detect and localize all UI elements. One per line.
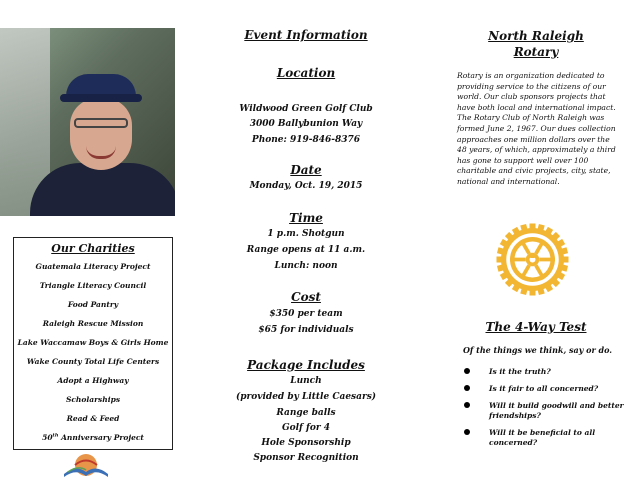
member-photo xyxy=(0,28,175,216)
rotary-wheel-icon xyxy=(495,222,570,297)
venue-text: Wildwood Green Golf Club xyxy=(239,104,373,114)
fourway-item xyxy=(459,428,624,448)
book-globe-icon xyxy=(58,452,114,480)
charity-item: Wake County Total Life Centers xyxy=(26,357,160,366)
fourway-item xyxy=(459,367,624,377)
package-line: Sponsor Recognition xyxy=(253,453,359,463)
fourway-item xyxy=(459,384,624,394)
face-shape xyxy=(70,98,132,170)
package-line: Golf for 4 xyxy=(281,423,331,433)
bullet-icon xyxy=(464,429,470,435)
time-line: Range opens at 11 a.m. xyxy=(246,245,366,255)
date-heading: Date xyxy=(290,163,322,177)
charity-item: Scholarships xyxy=(65,395,121,404)
time-line: Lunch: noon xyxy=(274,261,338,271)
charity-item-anniversary xyxy=(14,428,172,447)
location-heading: Location xyxy=(276,66,336,80)
fourway-item-text: Is it the truth? xyxy=(489,367,551,376)
cost-line: $65 for individuals xyxy=(258,325,354,335)
shirt-shape xyxy=(30,163,175,216)
cost-line: $350 per team xyxy=(269,309,343,319)
glasses-shape xyxy=(74,118,128,128)
package-heading: Package Includes xyxy=(247,358,365,372)
anniversary-text: Anniversary Project xyxy=(58,433,144,442)
rotary-description: Rotary is an organization dedicated to providing service to the citizens of our world. Our club sponsors projects that have both local and international impact. The Rotary Club of North Raleigh was formed June 2, 1967. Our dues collection approaches one million dollars over the 48 years, of which, approximately a third has gone to support well over 100 charitable and civic projects, city, state, national and international. xyxy=(457,71,616,186)
package-line: Hole Sponsorship xyxy=(261,438,351,448)
bullet-icon xyxy=(464,402,470,408)
bullet-icon xyxy=(464,368,470,374)
anniversary-ordinal: th xyxy=(52,432,59,439)
rotary-title-line2: Rotary xyxy=(513,45,559,59)
fourway-item xyxy=(459,401,624,421)
charity-item: Read & Feed xyxy=(66,414,120,423)
fourway-title: The 4-Way Test xyxy=(485,320,587,334)
package-line: (provided by Little Caesars) xyxy=(235,392,377,402)
bullet-icon xyxy=(464,385,470,391)
fourway-intro: Of the things we think, say or do. xyxy=(462,345,613,355)
cost-heading: Cost xyxy=(291,290,321,304)
fourway-list xyxy=(459,367,624,455)
anniversary-number: 50 xyxy=(42,433,53,442)
charity-item: Adopt a Highway xyxy=(57,376,129,385)
charities-list xyxy=(14,257,172,447)
address-text: 3000 Ballybunion Way xyxy=(249,119,363,129)
charity-item: Lake Waccamaw Boys & Girls Home xyxy=(17,338,169,347)
rotary-title-line1: North Raleigh xyxy=(488,29,584,43)
charities-box xyxy=(13,237,173,450)
cap-brim-shape xyxy=(60,94,142,102)
fourway-item-text: Will it build goodwill and better friendships? xyxy=(489,401,624,420)
charities-title: Our Charities xyxy=(51,242,135,255)
left-panel xyxy=(0,0,205,493)
phone-text: Phone: 919-846-8376 xyxy=(251,135,361,145)
literacy-logo xyxy=(58,452,114,486)
time-line: 1 p.m. Shotgun xyxy=(267,229,345,239)
event-title: Event Information xyxy=(244,28,368,42)
charity-item: Food Pantry xyxy=(67,300,119,309)
charity-item: Raleigh Rescue Mission xyxy=(42,319,144,328)
charity-item: Triangle Literacy Council xyxy=(39,281,147,290)
fourway-item-text: Is it fair to all concerned? xyxy=(489,384,599,393)
package-line: Range balls xyxy=(276,408,336,418)
charity-item: Guatemala Literacy Project xyxy=(35,262,151,271)
fourway-item-text: Will it be beneficial to all concerned? xyxy=(489,428,596,447)
time-heading: Time xyxy=(289,211,323,225)
date-text: Monday, Oct. 19, 2015 xyxy=(249,181,363,191)
package-line: Lunch xyxy=(290,376,322,386)
